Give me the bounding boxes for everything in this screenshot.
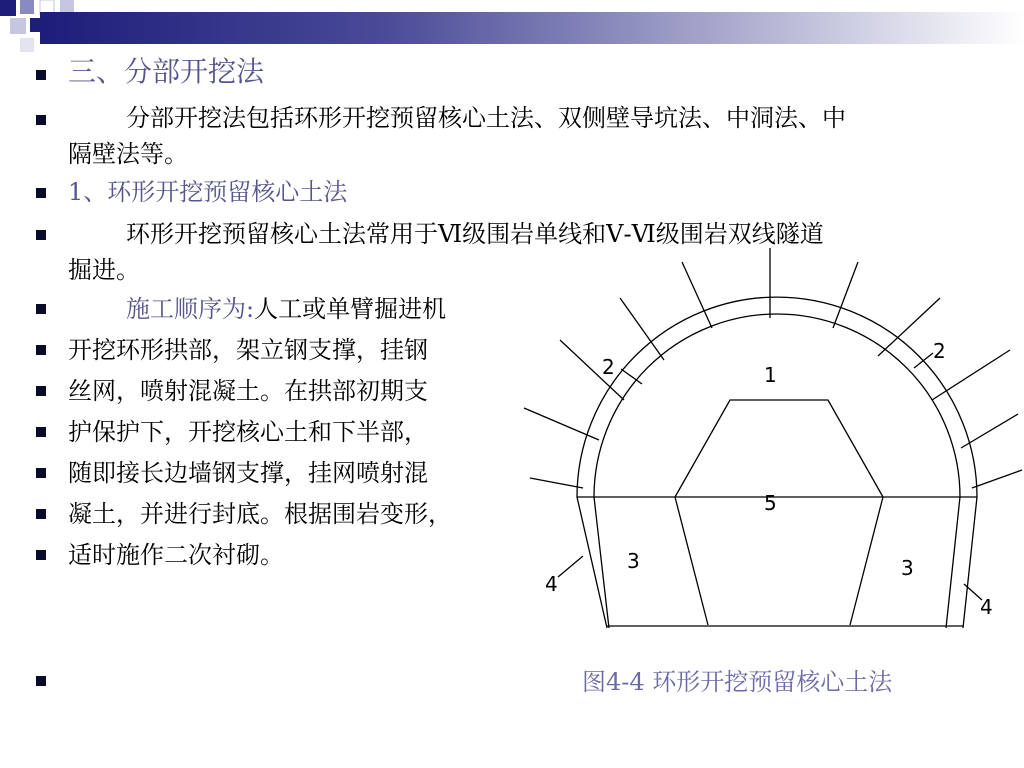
bullet-marker (36, 345, 46, 355)
region-5-label: 5 (764, 491, 777, 515)
core-outline (675, 400, 883, 497)
left-divider (675, 497, 708, 625)
sequence-line: 开挖环形拱部，架立钢支撑，挂钢 (68, 336, 428, 364)
leader-right-2 (914, 353, 933, 368)
bullet-marker (36, 188, 46, 198)
sequence-line: 随即接长边墙钢支撑，挂网喷射混 (68, 459, 428, 487)
sequence-line: 护保护下，开挖核心土和下半部， (68, 418, 428, 446)
outer-lining (577, 297, 977, 628)
region-3-right-label: 3 (901, 556, 914, 580)
bullet-marker (36, 509, 46, 519)
sequence-label: 施工顺序为: (126, 295, 255, 323)
sequence-text: 人工或单臂掘进机 (254, 295, 447, 323)
region-2-left-label: 2 (602, 355, 615, 379)
bullet-marker (36, 427, 46, 437)
leader-left-4 (558, 556, 583, 577)
region-3-left-label: 3 (627, 549, 640, 573)
region-1-label: 1 (764, 363, 777, 387)
bullet-marker (36, 304, 46, 314)
inner-lining (594, 314, 960, 628)
paragraph-intro-line-2: 隔壁法等。 (68, 140, 188, 168)
bullet-marker (36, 230, 46, 240)
bullet-marker (36, 386, 46, 396)
tunnel-section-diagram (500, 240, 1024, 640)
paragraph-usage-line-2: 掘进。 (68, 256, 140, 284)
page-title: 三、分部开挖法 (68, 55, 265, 88)
region-2-right-label: 2 (933, 339, 946, 363)
bullet-marker (36, 676, 46, 686)
sequence-line: 凝土，并进行封底。根据围岩变形， (68, 500, 452, 528)
bullet-marker (36, 550, 46, 560)
region-4-right-label: 4 (980, 595, 993, 619)
right-divider (850, 497, 883, 625)
paragraph-intro-line-1: 分部开挖法包括环形开挖预留核心土法、双侧壁导坑法、中洞法、中 (126, 104, 846, 132)
sequence-line-1 (126, 295, 446, 323)
figure-caption: 图4-4 环形开挖预留核心土法 (582, 668, 893, 696)
bullet-marker (36, 468, 46, 478)
title-bar (40, 12, 1024, 44)
section-heading: 1、环形开挖预留核心土法 (68, 178, 348, 206)
sequence-line: 适时施作二次衬砌。 (68, 541, 284, 569)
region-4-left-label: 4 (545, 572, 558, 596)
bullet-marker (36, 115, 46, 125)
bullet-marker (36, 70, 46, 80)
sequence-line: 丝网，喷射混凝土。在拱部初期支 (68, 377, 428, 405)
paragraph-usage-line-1: 环形开挖预留核心土法常用于Ⅵ级围岩单线和Ⅴ-Ⅵ级围岩双线隧道 (126, 220, 824, 248)
